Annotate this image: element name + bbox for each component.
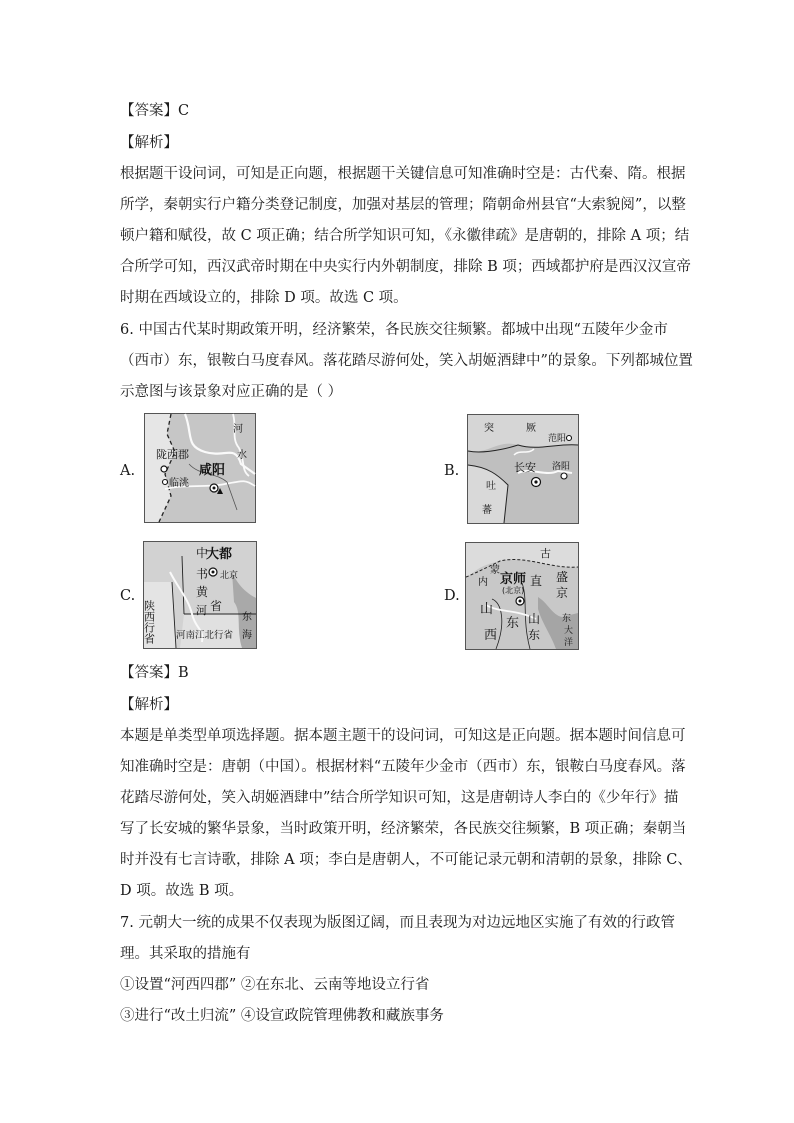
q5-analysis-line: 顿户籍和赋役，故 C 项正确；结合所学知识可知，《永徽律疏》是唐朝的，排除 A 项；结 [120,228,690,244]
map-b-changan: 长安 [514,461,536,474]
q5-analysis-line: 合所学可知，西汉武帝时期在中央实行内外朝制度，排除 B 项；西域都护府是西汉汉宣帝 [120,259,691,275]
map-d-zhi: 直 [530,574,543,588]
map-c-sheng: 省 [210,599,223,613]
map-a[interactable] [144,413,256,523]
option-c-label[interactable]: C. [120,588,136,604]
q6-analysis-title: 【解析】 [120,697,178,713]
map-b-tu: 突 [484,423,494,434]
map-c-henan: 河南江北行省 [176,630,234,641]
q7-stem-line: 7. 元朝大一统的成果不仅表现为版图辽阔，而且表现为对边远地区实施了有效的行政管 [120,915,675,931]
q5-analysis-line: 所学，秦朝实行户籍分类登记制度，加强对基层的管理；隋朝命州县官“大索貌阅”，以整 [120,197,686,213]
map-c-huang: 黄 [196,585,209,599]
map-c-dong: 东 [242,612,252,623]
map-c-zhong: 中 [196,546,209,560]
map-c-shaanxi: 陕西行省 [142,600,156,644]
map-b-fanyang-marker [567,436,572,441]
q5-analysis-title: 【解析】 [120,135,178,151]
q5-answer: 【答案】C [120,103,190,119]
map-d-beijing: (北京) [502,586,525,595]
q6-analysis-line: 时并没有七言诗歌，排除 A 项；李白是唐朝人，不可能记录元朝和清朝的景象，排除 C、 [120,852,692,868]
map-a-longxi-marker [161,466,167,472]
map-b-fan: 蕃 [482,505,492,516]
option-d-label[interactable]: D. [444,588,460,604]
map-a-shui: 水 [237,450,247,461]
q6-answer: 【答案】B [120,665,189,681]
q6-stem-line: （西市）东，银鞍白马度春风。落花踏尽游何处，笑入胡姬酒肆中”的景象。下列都城位置 [120,353,693,369]
map-b-tu2: 吐 [486,481,496,492]
map-b-jue: 厥 [526,423,536,434]
map-d-shan2: 山 [528,612,541,626]
map-b[interactable] [467,414,579,524]
map-d-jing: 京 [556,586,569,600]
map-c-hai: 海 [242,630,252,641]
map-d-dong2: 东 [528,628,541,642]
map-d-gu: 古 [540,547,551,560]
q6-analysis-line: 本题是单类型单项选择题。据本题主题干的设问词，可知这是正向题。据本题时间信息可 [120,728,686,744]
map-d-dong: 东 [506,616,520,631]
option-a-label[interactable]: A. [120,463,136,479]
map-c-he: 河 [196,604,207,617]
map-d-da: 大 [564,626,574,636]
map-c-beijing: 北京 [220,571,239,581]
map-d[interactable] [465,542,579,650]
map-b-luoyang-marker [561,473,567,479]
q6-analysis-line: D 项。故选 B 项。 [120,883,244,899]
map-d-jingshi: 京师 [500,572,527,587]
map-a-lintao: 临洮 [169,478,189,489]
map-d-yang: 洋 [564,638,574,648]
q5-analysis-line: 时期在西域设立的，排除 D 项。故选 C 项。 [120,290,408,306]
map-d-shan: 山 [480,602,494,617]
map-d-xi: 西 [484,628,498,643]
map-a-longxi: 陇西郡 [156,448,189,461]
map-a-xianyang: 咸阳 [199,463,226,478]
map-b-fanyang: 范阳 [548,434,567,444]
map-b-luoyang: 洛阳 [552,462,571,472]
map-d-meng: 蒙 [490,565,500,576]
q6-stem-line: 6. 中国古代某时期政策开明，经济繁荣，各民族交往频繁。都城中出现“五陵年少金市 [120,322,668,338]
q6-analysis-line: 写了长安城的繁华景象，当时政策开明，经济繁荣，各民族交往频繁，B 项正确；秦朝当 [120,821,687,837]
map-c-dadu: 大都 [206,547,233,562]
map-a-he: 河 [233,424,243,435]
map-c[interactable] [143,541,257,649]
map-d-nei: 内 [478,577,488,588]
q5-analysis-line: 根据题干设问词，可知是正向题，根据题干关键信息可知准确时空是：古代秦、隋。根据 [120,166,686,182]
map-d-sheng: 盛 [556,570,569,584]
q6-analysis-line: 花踏尽游何处，笑入胡姬酒肆中”结合所学知识可知，这是唐朝诗人李白的《少年行》描 [120,790,679,806]
map-c-shu: 书 [196,567,209,581]
map-d-dong3: 东 [562,614,572,624]
q7-choice-line: ①设置“河西四郡” ②在东北、云南等地设立行省 [120,977,430,993]
q7-stem-line: 理。其采取的措施有 [120,946,251,962]
q6-analysis-line: 知准确时空是：唐朝（中国）。根据材料“五陵年少金市（西市）东，银鞍白马度春风。落 [120,759,686,775]
q7-choice-line: ③进行“改土归流” ④设宣政院管理佛教和藏族事务 [120,1008,444,1024]
option-b-label[interactable]: B. [444,463,460,479]
q6-stem-line: 示意图与该景象对应正确的是（ ） [120,384,343,400]
map-a-lintao-marker [163,480,168,485]
